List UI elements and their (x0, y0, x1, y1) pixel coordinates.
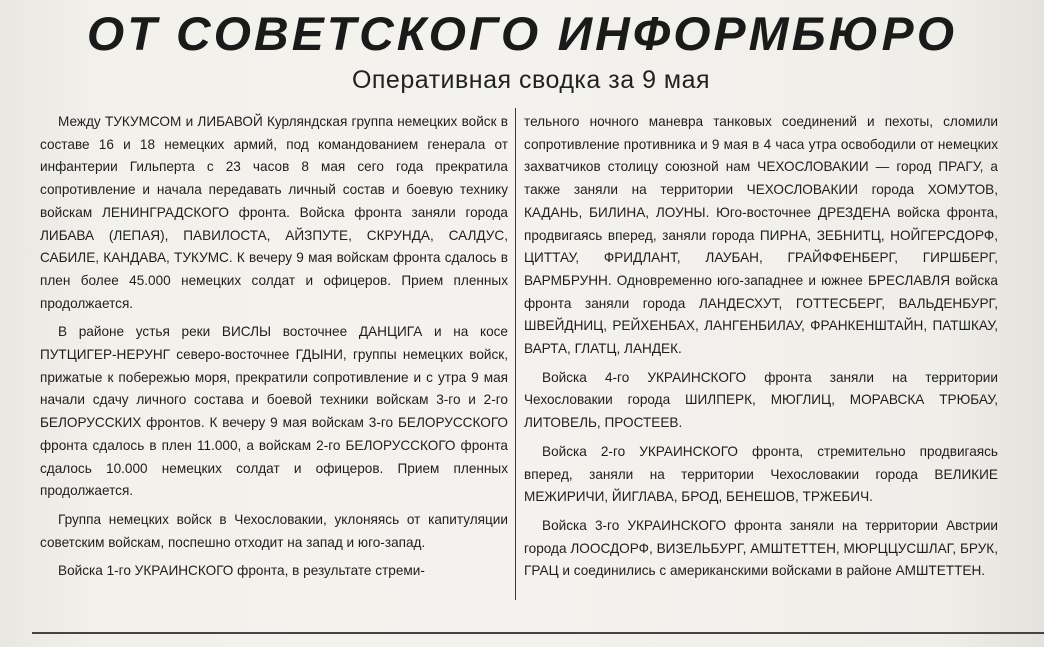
paragraph-czechoslovakia: Группа немецких войск в Чехословакии, уклоняясь от капитуляции советским войскам, поспешно отходит на запад и юго-запад. (40, 511, 508, 550)
paragraph-4th-ukrainian: Войска 4-го УКРАИНСКОГО фронта заняли на территории Чехословакии города ШИЛПЕРК, МЮГЛИЦ, МОРАВСКА ТРЮБАУ, ЛИТОВЕЛЬ, ПРОСТЕЕВ. (524, 369, 998, 431)
left-column (40, 111, 508, 589)
right-column (524, 111, 998, 589)
headline: ОТ СОВЕТСКОГО ИНФОРМБЮРО (86, 7, 958, 60)
paragraph-2nd-ukrainian: Войска 2-го УКРАИНСКОГО фронта, стремительно продвигаясь вперед, заняли на территории Чехословакии города ВЕЛИКИЕ МЕЖИРИЧИ, ЙИГЛАВА, БРОД, БЕНЕШОВ, ТРЖЕБИЧ. (524, 443, 998, 505)
subheadline: Оперативная сводка за 9 мая (351, 66, 711, 94)
paragraph-1st-ukrainian-start: Войска 1-го УКРАИНСКОГО фронта, в результате стреми- (58, 563, 425, 579)
column-divider (515, 108, 516, 600)
paragraph-vistula: В районе устья реки ВИСЛЫ восточнее ДАНЦИГА и на косе ПУТЦИГЕР-НЕРУНГ северо-восточнее ГДЫНИ, группы немецких войск, прижатые к побережью моря, прекратили сопротивление и с утра 9 мая начали сдачу личного состава и боевой техники войскам 3-го и 2-го БЕЛОРУССКИХ фронтов. К вечеру 9 мая войскам 3-го БЕЛОРУССКОГО фронта сдалось в плен 11.000, а войскам 2-го БЕЛОРУССКОГО фронта сдалось 10.000 немецких солдат и офицеров. Прием пленных продолжается. (40, 324, 508, 499)
bottom-rule (32, 632, 1044, 634)
paragraph-3rd-ukrainian: Войска 3-го УКРАИНСКОГО фронта заняли на территории Австрии города ЛООСДОРФ, ВИЗЕЛЬБУРГ, АМШТЕТТЕН, МЮРЦЦУСШЛАГ, БРУК, ГРАЦ и соединились с американскими войсками в районе АМШТЕТТЕН. (524, 517, 998, 579)
paragraph-1st-ukrainian-continued: тельного ночного маневра танковых соединений и пехоты, сломили сопротивление противника и 9 мая в 4 часа утра освободили от немецких захватчиков столицу союзной нам ЧЕХОСЛОВАКИИ — город ПРАГУ, а также заняли на территории ЧЕХОСЛОВАКИИ города ХОМУТОВ, КАДАНЬ, БИЛИНА, ЛОУНЫ. Юго-восточнее ДРЕЗДЕНА войска фронта, продвигаясь вперед, заняли города ПИРНА, ЗЕБНИТЦ, НОЙГЕРСДОРФ, ЦИТТАУ, ФРИДЛАНТ, ЛАУБАН, ГРАЙФФЕНБЕРГ, ГИРШБЕРГ, ВАРМБРУНН. Одновременно юго-западнее и южнее БРЕСЛАВЛЯ войска фронта заняли города ЛАНДЕСХУТ, ГОТТЕСБЕРГ, ВАЛЬДЕНБУРГ, ШВЕЙДНИЦ, РЕЙХЕНБАХ, ЛАНГЕНБИЛАУ, ФРАНКЕНШТАЙН, ПАТШКАУ, ВАРТА, ГЛАТЦ, ЛАНДЕК. (524, 114, 998, 357)
paragraph-kurland: Между ТУКУМСОМ и ЛИБАВОЙ Курляндская группа немецких войск в составе 16 и 18 немецких армий, под командованием генерала от инфантерии Гильперта с 23 часов 8 мая сего года прекратила сопротивление и начала передавать личный состав и боевую технику войскам ЛЕНИНГРАДСКОГО фронта. Войска фронта заняли города ЛИБАВА (ЛЕПАЯ), ПАВИЛОСТА, АЙЗПУТЕ, СКРУНДА, САЛДУС, САБИЛЕ, КАНДАВА, ТУКУМС. К вечеру 9 мая войскам фронта сдалось в плен более 45.000 немецких солдат и офицеров. Прием пленных продолжается. (40, 114, 508, 311)
